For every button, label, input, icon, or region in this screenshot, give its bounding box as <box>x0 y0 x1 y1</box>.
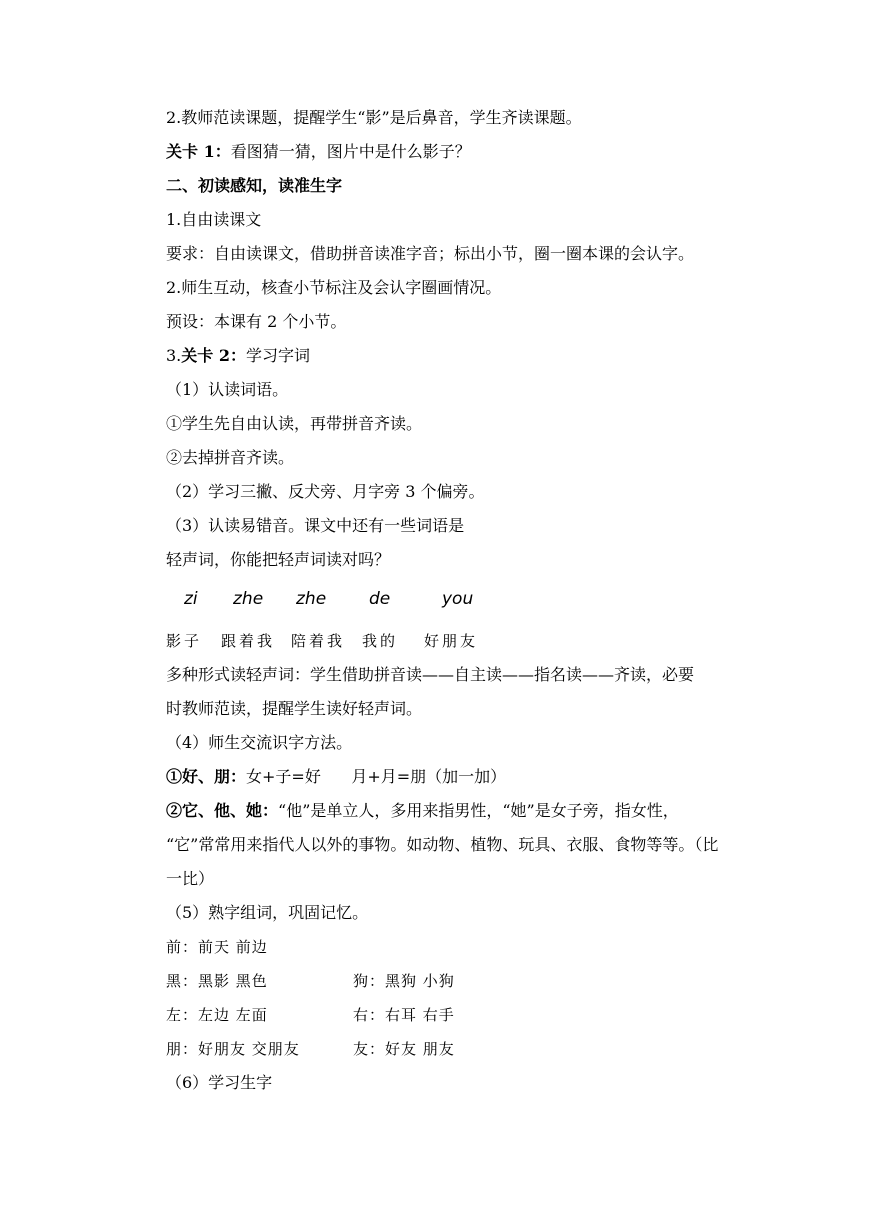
group-you-friend: 友：好友 朋友 <box>353 1040 455 1058</box>
paragraph-requirement: 要求：自由读课文，借助拼音读准字音；标出小节，圈一圈本课的会认字。 <box>166 244 695 263</box>
pinyin-2: zhe <box>233 589 264 609</box>
section-heading-2: 二、初读感知，读准生字 <box>166 176 343 195</box>
item-1-sub-2: ②去掉拼音齐读。 <box>166 448 295 467</box>
group-qian: 前：前天 前边 <box>166 938 268 956</box>
level-1-text: 看图猜一猜，图片中是什么影子？ <box>230 142 471 161</box>
word-1: 影子 <box>166 632 203 650</box>
word-5: 好朋友 <box>424 632 479 650</box>
item-4-sub-2 <box>166 801 679 821</box>
word-4: 我的 <box>362 632 399 650</box>
word-2: 跟着我 <box>221 632 276 650</box>
item-3-continued: 轻声词，你能把轻声词读对吗？ <box>166 550 391 569</box>
pinyin-5: you <box>442 589 474 609</box>
item-4-sub-2-end: 一比） <box>166 869 215 888</box>
sub-1-label: ①好、朋： <box>166 767 247 786</box>
sub-2-text: “他”是单立人，多用来指男性，“她”是女子旁，指女性， <box>278 801 679 820</box>
pinyin-4: de <box>369 589 391 609</box>
item-1: （1）认读词语。 <box>166 380 289 399</box>
step-interaction: 2.师生互动，核查小节标注及会认字圈画情况。 <box>166 278 502 297</box>
sub-1-text: 女+子=好 月+月=朋（加一加） <box>246 767 507 786</box>
sub-2-label: ②它、他、她： <box>166 801 279 820</box>
item-4-sub-2-continued: “它”常常用来指代人以外的事物。如动物、植物、玩具、衣服、食物等等。（比 <box>166 835 719 854</box>
word-3: 陪着我 <box>291 632 346 650</box>
item-3: （3）认读易错音。课文中还有一些词语是 <box>166 516 465 535</box>
group-gou: 狗：黑狗 小狗 <box>353 972 455 990</box>
paragraph-light-tone-a: 多种形式读轻声词：学生借助拼音读——自主读——指名读——齐读，必要 <box>166 665 695 684</box>
level-2-label: 关卡 2： <box>181 346 246 365</box>
group-hei: 黑：黑影 黑色 <box>166 972 268 990</box>
item-2: （2）学习三撇、反犬旁、月字旁 3 个偏旁。 <box>166 482 485 501</box>
paragraph-preset: 预设：本课有 2 个小节。 <box>166 312 347 331</box>
pinyin-3: zhe <box>296 589 327 609</box>
item-6: （6）学习生字 <box>166 1073 273 1092</box>
item-1-sub-1: ①学生先自由认读，再带拼音齐读。 <box>166 414 423 433</box>
pinyin-1: zi <box>184 589 198 609</box>
group-you-right: 右：右耳 右手 <box>353 1006 455 1024</box>
level-2-prefix: 3. <box>166 346 182 365</box>
paragraph-level-1 <box>166 142 471 162</box>
level-1-label: 关卡 1： <box>166 142 231 161</box>
level-2-text: 学习字词 <box>245 346 310 365</box>
item-5: （5）熟字组词，巩固记忆。 <box>166 903 369 922</box>
group-peng: 朋：好朋友 交朋友 <box>166 1040 300 1058</box>
paragraph-level-2 <box>166 346 310 366</box>
step-free-reading: 1.自由读课文 <box>166 210 262 229</box>
paragraph-teacher-reading: 2.教师范读课题，提醒学生“影”是后鼻音，学生齐读课题。 <box>166 108 582 127</box>
item-4-sub-1 <box>166 767 506 787</box>
group-zuo: 左：左边 左面 <box>166 1006 268 1024</box>
paragraph-light-tone-b: 时教师范读，提醒学生读好轻声词。 <box>166 699 423 718</box>
item-4: （4）师生交流识字方法。 <box>166 733 353 752</box>
